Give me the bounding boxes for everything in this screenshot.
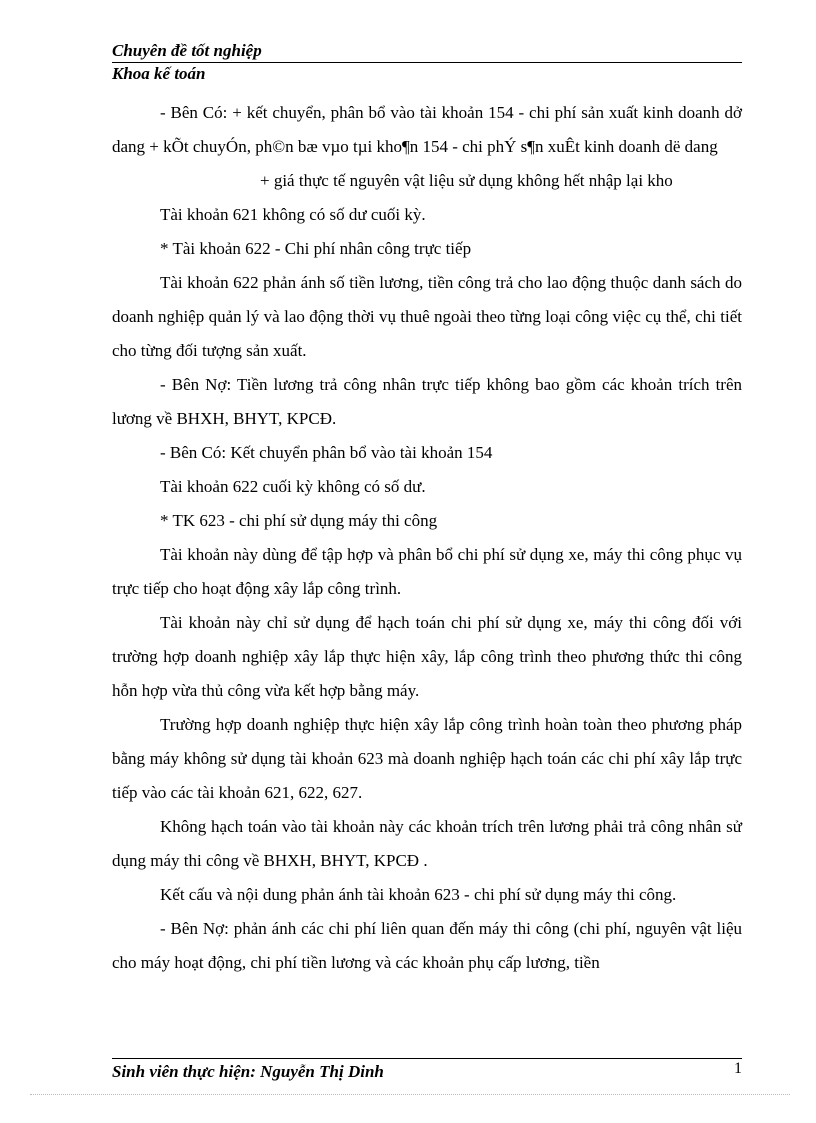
paragraph: Tài khoản này dùng để tập hợp và phân bổ chi phí sử dụng xe, máy thi công phục vụ trực tiếp cho hoạt động xây lắp công trình. (112, 545, 742, 598)
paragraph: Không hạch toán vào tài khoản này các khoản trích trên lương phải trả công nhân sử dụng máy thi công về BHXH, BHYT, KPCĐ . (112, 817, 742, 870)
paragraph: + giá thực tế nguyên vật liệu sử dụng không hết nhập lại kho (260, 171, 673, 190)
paragraph: - Bên Nợ: phản ánh các chi phí liên quan đến máy thi công (chi phí, nguyên vật liệu cho máy hoạt động, chi phí tiền lương và các khoản phụ cấp lương, tiền (112, 919, 742, 972)
paragraph: Kết cấu và nội dung phản ánh tài khoản 623 - chi phí sử dụng máy thi công. (160, 885, 677, 904)
paragraph: Tài khoản này chỉ sử dụng để hạch toán chi phí sử dụng xe, máy thi công đối với trường hợp doanh nghiệp xây lắp thực hiện xây, lắp công trình theo phương thức thi công hỗn hợp vừa thủ công vừa kết hợp bằng máy. (112, 613, 742, 700)
paragraph: - Bên Nợ: Tiền lương trả công nhân trực tiếp không bao gồm các khoản trích trên lương về BHXH, BHYT, KPCĐ. (112, 375, 742, 428)
paragraph: - Bên Có: Kết chuyển phân bổ vào tài khoản 154 (160, 443, 493, 462)
paragraph: - Bên Có: + kết chuyển, phân bổ vào tài khoản 154 - chi phí sản xuất kinh doanh dở dang + kÕt chuyÓn, ph©n bæ vµo tµi kho¶n 154 - chi phÝ s¶n xuÊt kinh doanh dë dang (112, 103, 742, 156)
page-header (112, 40, 742, 85)
paragraph: Tài khoản 622 phản ánh số tiền lương, tiền công trả cho lao động thuộc danh sách do doanh nghiệp quản lý và lao động thời vụ thuê ngoài theo từng loại công việc cụ thể, chi tiết cho từng đối tượng sản xuất. (112, 273, 742, 360)
page-bottom-border (30, 1094, 790, 1095)
footer-author: Sinh viên thực hiện: Nguyễn Thị Dinh (112, 1062, 384, 1081)
header-title: Chuyên đề tốt nghiệp (112, 41, 262, 60)
paragraph: Trường hợp doanh nghiệp thực hiện xây lắp công trình hoàn toàn theo phương pháp bằng máy không sử dụng tài khoản 623 mà doanh nghiệp hạch toán các chi phí xây lắp trực tiếp vào các tài khoản 621, 622, 627. (112, 715, 742, 802)
paragraph: Tài khoản 621 không có số dư cuối kỳ. (160, 205, 426, 224)
header-department: Khoa kế toán (112, 64, 206, 83)
page-footer (112, 1058, 742, 1085)
document-body (112, 96, 742, 980)
paragraph: * TK 623 - chi phí sử dụng máy thi công (160, 511, 438, 530)
paragraph: * Tài khoản 622 - Chi phí nhân công trực tiếp (160, 239, 472, 258)
paragraph: Tài khoản 622 cuối kỳ không có số dư. (160, 477, 426, 496)
page-number: 1 (734, 1060, 742, 1077)
